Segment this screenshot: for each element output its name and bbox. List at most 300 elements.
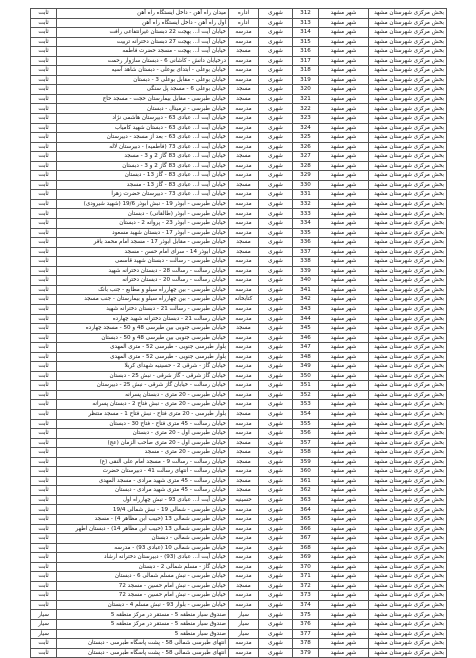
cell-district: بخش مرکزی شهرستان مشهد [369,209,447,219]
cell-location-type: اداره [229,9,259,19]
cell-city: شهر مشهد [319,295,369,305]
cell-location-type: کتابخانه [229,295,259,305]
cell-city: شهر مشهد [319,629,369,639]
cell-city: شهر مشهد [319,171,369,181]
cell-address: خیابان آیت ا... عبادی 83 - گاز 13 - دبستان [57,171,229,181]
cell-location-type: اداره [229,18,259,28]
cell-location-type: سیار [229,620,259,630]
cell-station-number: 339 [293,266,319,276]
table-row [31,190,447,200]
cell-area-type: شهری [259,400,293,410]
cell-status: ثابت [31,314,57,324]
cell-status: ثابت [31,28,57,38]
cell-address: بلوار طبرسی جنوبی - طبرسی 52 - متری المهدی [57,343,229,353]
cell-district: بخش مرکزی شهرستان مشهد [369,94,447,104]
cell-location-type: مدرسه [229,133,259,143]
cell-address: خیابان آیت ا... عبادی (93) - دبیرستان دخترانه ارشاد [57,553,229,563]
cell-city: شهر مشهد [319,343,369,353]
table-row [31,142,447,152]
cell-address: خیابان گاز شرقی - گاز شرقی - نبش 25 - دبستان [57,371,229,381]
cell-station-number: 347 [293,343,319,353]
cell-district: بخش مرکزی شهرستان مشهد [369,333,447,343]
cell-area-type: شهری [259,85,293,95]
cell-station-number: 363 [293,495,319,505]
cell-station-number: 326 [293,142,319,152]
cell-city: شهر مشهد [319,524,369,534]
cell-area-type: شهری [259,199,293,209]
cell-district: بخش مرکزی شهرستان مشهد [369,219,447,229]
cell-address: خیابان آیت ا... عبادی 93 - نبش چهارراه اول [57,495,229,505]
table-row [31,28,447,38]
cell-address: خیابان رسالت - انتهای رسالت 41 - دبیرستان حضرت [57,467,229,477]
cell-status: ثابت [31,304,57,314]
cell-area-type: شهری [259,123,293,133]
table-body [31,9,447,658]
cell-address: خیابان طبرسی جنوبی بین طبرسی 48 و 50 - دبستان [57,333,229,343]
cell-station-number: 376 [293,620,319,630]
cell-district: بخش مرکزی شهرستان مشهد [369,581,447,591]
cell-location-type: مدرسه [229,524,259,534]
cell-location-type: سیار [229,610,259,620]
cell-station-number: 361 [293,476,319,486]
cell-station-number: 322 [293,104,319,114]
cell-area-type: شهری [259,543,293,553]
cell-address: خیابان رسالت - 45 متری شهید مرادی - مسجد المهدی [57,476,229,486]
cell-district: بخش مرکزی شهرستان مشهد [369,371,447,381]
cell-city: شهر مشهد [319,85,369,95]
cell-status: سیار [31,620,57,630]
cell-address: خیابان طبرسی - بلوار 93 - نبش مسلم 4 - دبستان [57,600,229,610]
cell-area-type: شهری [259,228,293,238]
cell-district: بخش مرکزی شهرستان مشهد [369,639,447,649]
table-row [31,180,447,190]
cell-city: شهر مشهد [319,304,369,314]
cell-status: ثابت [31,371,57,381]
cell-station-number: 355 [293,419,319,429]
cell-status: سیار [31,610,57,620]
cell-city: شهر مشهد [319,285,369,295]
table-row [31,324,447,334]
cell-district: بخش مرکزی شهرستان مشهد [369,409,447,419]
cell-district: بخش مرکزی شهرستان مشهد [369,114,447,124]
cell-city: شهر مشهد [319,219,369,229]
cell-district: بخش مرکزی شهرستان مشهد [369,324,447,334]
cell-location-type: مدرسه [229,381,259,391]
cell-district: بخش مرکزی شهرستان مشهد [369,238,447,248]
cell-area-type: شهری [259,295,293,305]
cell-city: شهر مشهد [319,572,369,582]
cell-address: خیابان ابوذر 14 - سرای امام حسن - مسجد [57,247,229,257]
cell-city: شهر مشهد [319,133,369,143]
cell-area-type: شهری [259,238,293,248]
table-row [31,18,447,28]
cell-address: خیابان طبرسی - بین چهارراه سیلو و بیمارستان - جنب مسجد [57,295,229,305]
cell-area-type: شهری [259,75,293,85]
cell-status: ثابت [31,247,57,257]
cell-station-number: 345 [293,324,319,334]
cell-district: بخش مرکزی شهرستان مشهد [369,524,447,534]
cell-status: ثابت [31,648,57,658]
cell-district: بخش مرکزی شهرستان مشهد [369,553,447,563]
table-row [31,581,447,591]
cell-status: ثابت [31,409,57,419]
cell-location-type: مدرسه [229,543,259,553]
cell-city: شهر مشهد [319,47,369,57]
table-row [31,333,447,343]
table-row [31,228,447,238]
cell-area-type: شهری [259,581,293,591]
cell-location-type: مدرسه [229,572,259,582]
cell-city: شهر مشهد [319,104,369,114]
cell-status: ثابت [31,438,57,448]
cell-status: ثابت [31,381,57,391]
cell-status: ثابت [31,199,57,209]
cell-station-number: 313 [293,18,319,28]
cell-station-number: 335 [293,228,319,238]
cell-city: شهر مشهد [319,591,369,601]
cell-address: خیابان طبرسی اول - 20 متری صاحب الزمان (عج) [57,438,229,448]
cell-area-type: شهری [259,190,293,200]
cell-location-type: مدرسه [229,190,259,200]
cell-area-type: شهری [259,371,293,381]
table-row [31,123,447,133]
cell-city: شهر مشهد [319,352,369,362]
cell-address: خیابان آیت ا... بهجت - مسجد حضرت فاطمه [57,47,229,57]
cell-city: شهر مشهد [319,152,369,162]
cell-location-type: مسجد [229,324,259,334]
cell-location-type: مدرسه [229,419,259,429]
table-row [31,266,447,276]
table-row [31,419,447,429]
table-row [31,219,447,229]
cell-city: شهر مشهد [319,161,369,171]
cell-district: بخش مرکزی شهرستان مشهد [369,429,447,439]
cell-location-type: مدرسه [229,429,259,439]
cell-city: شهر مشهد [319,600,369,610]
cell-city: شهر مشهد [319,28,369,38]
cell-address: خیابان طبرسی شمالی 13 (حبیب ابن مظاهر 4) - مسجد [57,514,229,524]
cell-address: خیابان طبرسی - ابوذر (طالقانی) - دبستان [57,209,229,219]
cell-station-number: 324 [293,123,319,133]
cell-district: بخش مرکزی شهرستان مشهد [369,161,447,171]
cell-station-number: 362 [293,486,319,496]
cell-station-number: 373 [293,591,319,601]
cell-city: شهر مشهد [319,409,369,419]
cell-location-type: مدرسه [229,266,259,276]
cell-location-type: مدرسه [229,75,259,85]
cell-area-type: شهری [259,257,293,267]
cell-district: بخش مرکزی شهرستان مشهد [369,419,447,429]
cell-status: ثابت [31,276,57,286]
cell-location-type: مدرسه [229,400,259,410]
cell-district: بخش مرکزی شهرستان مشهد [369,343,447,353]
cell-city: شهر مشهد [319,75,369,85]
cell-location-type: مدرسه [229,352,259,362]
cell-city: شهر مشهد [319,543,369,553]
cell-status: ثابت [31,18,57,28]
cell-status: ثابت [31,333,57,343]
cell-address: خیابان طبرسی اول - 20 متری - دبستان [57,429,229,439]
cell-area-type: شهری [259,639,293,649]
cell-address: خیابان طبرسی - شمالی 19 - نبش شمالی 19/4 [57,505,229,515]
cell-station-number: 379 [293,648,319,658]
cell-district: بخش مرکزی شهرستان مشهد [369,247,447,257]
cell-location-type: مدرسه [229,114,259,124]
table-row [31,495,447,505]
cell-district: بخش مرکزی شهرستان مشهد [369,438,447,448]
cell-status: ثابت [31,133,57,143]
cell-area-type: شهری [259,419,293,429]
cell-address: خیابان آیت ا... بهجت 22 دبستان غیرانتفاعی رافت [57,28,229,38]
cell-station-number: 328 [293,161,319,171]
cell-location-type: مدرسه [229,285,259,295]
cell-address: خیابان آیت ا... عبادی 83 گاز 2 و 3 - دبستان [57,161,229,171]
cell-city: شهر مشهد [319,467,369,477]
cell-location-type: مدرسه [229,333,259,343]
cell-city: شهر مشهد [319,534,369,544]
table-row [31,448,447,458]
table-row [31,457,447,467]
cell-city: شهر مشهد [319,581,369,591]
cell-address: خیابان بوعلی - ابتدای بوعلی - دبستان شاهد آسیه [57,66,229,76]
table-row [31,400,447,410]
table-row [31,572,447,582]
cell-city: شهر مشهد [319,228,369,238]
cell-city: شهر مشهد [319,648,369,658]
cell-location-type: مدرسه [229,37,259,47]
cell-district: بخش مرکزی شهرستان مشهد [369,37,447,47]
cell-status: ثابت [31,85,57,95]
cell-status: ثابت [31,161,57,171]
cell-station-number: 375 [293,610,319,620]
cell-status: ثابت [31,362,57,372]
table-row [31,610,447,620]
table-row [31,9,447,19]
cell-status: ثابت [31,66,57,76]
cell-address: خیابان آیت ا... عبادی 73 - دبیرستان حضرت زهرا [57,190,229,200]
cell-status: ثابت [31,543,57,553]
cell-station-number: 330 [293,180,319,190]
cell-status: ثابت [31,47,57,57]
cell-district: بخش مرکزی شهرستان مشهد [369,562,447,572]
cell-district: بخش مرکزی شهرستان مشهد [369,495,447,505]
cell-address: خیابان بوعلی 6 - مسجد پل سنگی [57,85,229,95]
cell-district: بخش مرکزی شهرستان مشهد [369,629,447,639]
cell-city: شهر مشهد [319,620,369,630]
cell-district: بخش مرکزی شهرستان مشهد [369,476,447,486]
cell-city: شهر مشهد [319,66,369,76]
table-row [31,152,447,162]
cell-area-type: شهری [259,343,293,353]
cell-city: شهر مشهد [319,123,369,133]
cell-status: ثابت [31,75,57,85]
cell-status: ثابت [31,534,57,544]
table-row [31,562,447,572]
cell-district: بخش مرکزی شهرستان مشهد [369,620,447,630]
table-row [31,429,447,439]
cell-address: خیابان طبرسی - نبش مسلم شمالی 6 - دبستان [57,572,229,582]
cell-district: بخش مرکزی شهرستان مشهد [369,400,447,410]
cell-city: شهر مشهد [319,180,369,190]
cell-area-type: شهری [259,514,293,524]
cell-city: شهر مشهد [319,639,369,649]
cell-address: خیابان طبرسی شمالی 10 (عبادی 93) - مدرسه [57,543,229,553]
cell-area-type: شهری [259,180,293,190]
cell-area-type: شهری [259,362,293,372]
table-row [31,257,447,267]
cell-station-number: 353 [293,400,319,410]
cell-location-type: مدرسه [229,28,259,38]
cell-location-type: مدرسه [229,562,259,572]
cell-district: بخش مرکزی شهرستان مشهد [369,390,447,400]
cell-address: خیابان آیت ا... عبادی 73 (فاطمیه) - دبیرستان لاله [57,142,229,152]
cell-address: خیابان بوعلی - مقابل بوعلی 3 - دبستان [57,75,229,85]
cell-address: خیابان آیت ا... عبادی 83 - گاز 13 - مسجد [57,180,229,190]
cell-address: خیابان طبرسی جنوبی بین طبرسی 48 و 50 - مسجد چهارده [57,324,229,334]
cell-district: بخش مرکزی شهرستان مشهد [369,543,447,553]
cell-city: شهر مشهد [319,333,369,343]
cell-address: خیابان طبرسی - ابوذر 17 - دبستان شهید مسعود [57,228,229,238]
cell-status: ثابت [31,448,57,458]
cell-city: شهر مشهد [319,37,369,47]
table-row [31,381,447,391]
table-row [31,505,447,515]
cell-status: ثابت [31,514,57,524]
table-row [31,295,447,305]
cell-city: شهر مشهد [319,486,369,496]
cell-status: ثابت [31,343,57,353]
cell-address: خیابان رسالت - رسالت 28 - دبستان دخترانه شهید [57,266,229,276]
cell-city: شهر مشهد [319,114,369,124]
cell-city: شهر مشهد [319,257,369,267]
cell-city: شهر مشهد [319,448,369,458]
cell-area-type: شهری [259,620,293,630]
cell-area-type: شهری [259,18,293,28]
cell-station-number: 377 [293,629,319,639]
cell-location-type: مدرسه [229,505,259,515]
cell-station-number: 325 [293,133,319,143]
cell-area-type: شهری [259,104,293,114]
table-row [31,94,447,104]
cell-address: بلوار طبرسی جنوبی - طبرسی 52 - متری المهدی [57,352,229,362]
cell-city: شهر مشهد [319,362,369,372]
cell-area-type: شهری [259,171,293,181]
cell-station-number: 318 [293,66,319,76]
cell-district: بخش مرکزی شهرستان مشهد [369,257,447,267]
table-row [31,304,447,314]
cell-city: شهر مشهد [319,553,369,563]
table-row [31,314,447,324]
table-row [31,37,447,47]
cell-station-number: 317 [293,56,319,66]
table-row [31,534,447,544]
cell-location-type: سیار [229,629,259,639]
cell-area-type: شهری [259,152,293,162]
cell-status: ثابت [31,419,57,429]
cell-area-type: شهری [259,591,293,601]
cell-area-type: شهری [259,562,293,572]
cell-city: شهر مشهد [319,276,369,286]
cell-station-number: 356 [293,429,319,439]
cell-station-number: 341 [293,285,319,295]
cell-district: بخش مرکزی شهرستان مشهد [369,514,447,524]
cell-city: شهر مشهد [319,429,369,439]
table-row [31,486,447,496]
cell-area-type: شهری [259,572,293,582]
cell-area-type: شهری [259,209,293,219]
cell-district: بخش مرکزی شهرستان مشهد [369,266,447,276]
cell-area-type: شهری [259,381,293,391]
cell-station-number: 342 [293,295,319,305]
cell-district: بخش مرکزی شهرستان مشهد [369,75,447,85]
cell-district: بخش مرکزی شهرستان مشهد [369,591,447,601]
cell-address: صندوق سیار منطقه 5 - مستقر در مرکز منطقه 5 [57,620,229,630]
cell-district: بخش مرکزی شهرستان مشهد [369,457,447,467]
cell-location-type: مدرسه [229,648,259,658]
cell-station-number: 337 [293,247,319,257]
cell-status: ثابت [31,429,57,439]
cell-status: ثابت [31,639,57,649]
cell-area-type: شهری [259,304,293,314]
cell-station-number: 349 [293,362,319,372]
cell-station-number: 348 [293,352,319,362]
cell-status: ثابت [31,476,57,486]
cell-status: ثابت [31,591,57,601]
cell-city: شهر مشهد [319,238,369,248]
cell-area-type: شهری [259,352,293,362]
cell-station-number: 344 [293,314,319,324]
cell-city: شهر مشهد [319,400,369,410]
cell-district: بخش مرکزی شهرستان مشهد [369,180,447,190]
cell-station-number: 331 [293,190,319,200]
table-row [31,514,447,524]
cell-district: بخش مرکزی شهرستان مشهد [369,199,447,209]
table-row [31,591,447,601]
cell-station-number: 312 [293,9,319,19]
table-row [31,467,447,477]
cell-address: خیابان آیت ا... عبادی 63 - بعد از مسجد - دبیرستان [57,133,229,143]
cell-address: اول راه آهن - داخل ایستگاه راه آهن [57,18,229,28]
table-row [31,56,447,66]
table-row [31,524,447,534]
cell-area-type: شهری [259,524,293,534]
cell-location-type: مدرسه [229,199,259,209]
cell-location-type: مدرسه [229,600,259,610]
cell-station-number: 371 [293,572,319,582]
cell-station-number: 327 [293,152,319,162]
cell-city: شهر مشهد [319,314,369,324]
cell-area-type: شهری [259,629,293,639]
cell-status: ثابت [31,228,57,238]
cell-location-type: مدرسه [229,257,259,267]
cell-city: شهر مشهد [319,247,369,257]
cell-city: شهر مشهد [319,209,369,219]
cell-district: بخش مرکزی شهرستان مشهد [369,352,447,362]
cell-district: بخش مرکزی شهرستان مشهد [369,18,447,28]
cell-location-type: مدرسه [229,514,259,524]
cell-address: خیابان طبرسی - 20 متری - دبستان پسرانه [57,390,229,400]
cell-district: بخش مرکزی شهرستان مشهد [369,600,447,610]
table-row [31,629,447,639]
polling-stations-table [30,8,447,658]
cell-district: بخش مرکزی شهرستان مشهد [369,171,447,181]
cell-district: بخش مرکزی شهرستان مشهد [369,28,447,38]
table-row [31,171,447,181]
table-row [31,362,447,372]
cell-address: خیابان طبرسی - 20 متری - نبش فتاح 2 - دبستان پسرانه [57,400,229,410]
table-row [31,639,447,649]
cell-area-type: شهری [259,438,293,448]
